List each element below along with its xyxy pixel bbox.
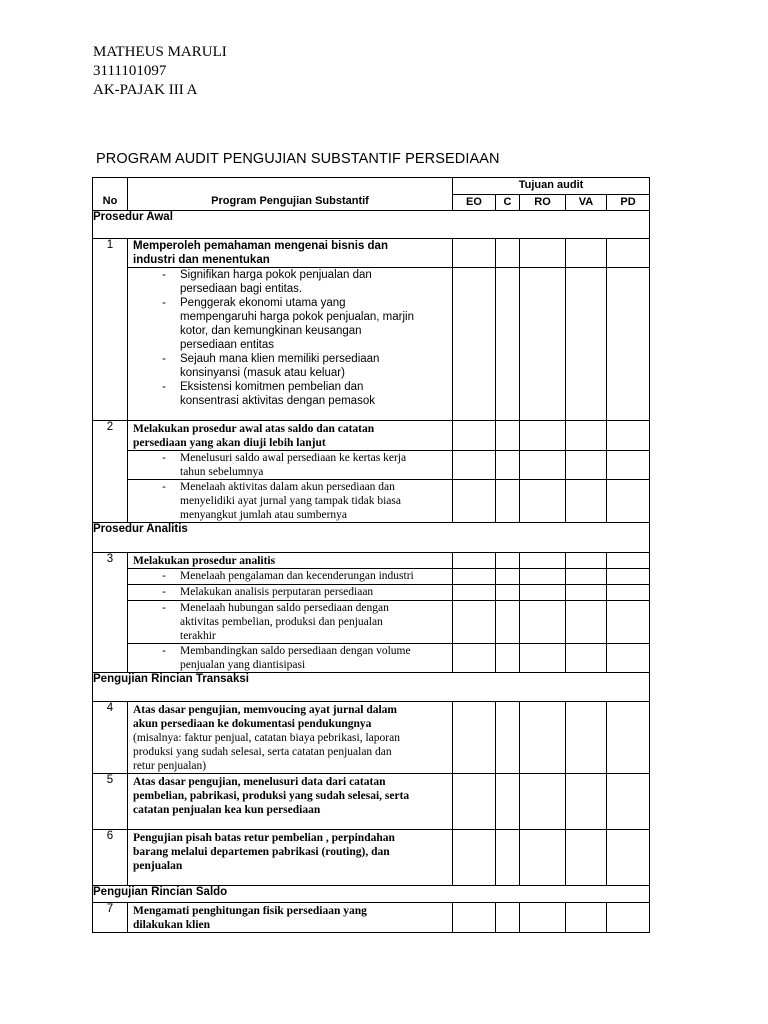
row-description [128,830,453,886]
check-cell-ro[interactable] [520,903,566,933]
check-cell-c[interactable] [496,239,520,268]
sub-item: - Signifikan harga pokok penjualan dan persediaan bagi entitas. [162,269,372,295]
section-row [93,886,650,903]
row-number: 6 [93,830,128,886]
check-cell-ro[interactable] [520,644,566,673]
row-main-text: barang melalui departemen pabrikasi (routing), dan [133,846,390,858]
check-cell-ro[interactable] [520,569,566,585]
check-cell-ro[interactable] [520,451,566,480]
row-subitems [128,480,453,523]
document-title: PROGRAM AUDIT PENGUJIAN SUBSTANTIF PERSEDIAAN [96,151,500,167]
row-subitems [128,451,453,480]
row-subitems [128,569,453,585]
table-row [93,903,650,933]
check-cell-va[interactable] [566,480,607,523]
check-cell-va[interactable] [566,903,607,933]
sub-item: - Membandingkan saldo persediaan dengan volume penjualan yang diantisipasi [162,645,411,671]
row-number: 5 [93,774,128,830]
row-description [128,239,453,268]
row-description [128,774,453,830]
check-cell-c[interactable] [496,601,520,644]
col-header-va: VA [566,195,607,211]
check-cell-va[interactable] [566,601,607,644]
table-row [93,644,650,673]
check-cell-c[interactable] [496,553,520,569]
check-cell-c[interactable] [496,480,520,523]
table-row [93,451,650,480]
check-cell-va[interactable] [566,268,607,421]
check-cell-eo[interactable] [453,569,496,585]
check-cell-c[interactable] [496,585,520,601]
check-cell-pd[interactable] [607,569,650,585]
check-cell-eo[interactable] [453,774,496,830]
check-cell-va[interactable] [566,702,607,774]
sub-item: - Menelaah pengalaman dan kecenderungan industri [162,570,414,582]
row-main-text: Memperoleh pemahaman mengenai bisnis dan [133,240,388,252]
check-cell-eo[interactable] [453,903,496,933]
sub-item: - Sejauh mana klien memiliki persediaan konsinyansi (masuk atau keluar) [162,353,380,379]
row-note-text: retur penjualan) [133,760,207,772]
row-main-text: Atas dasar pengujian, menelusuri data dari catatan [133,776,386,788]
check-cell-eo[interactable] [453,702,496,774]
audit-program-table [92,177,650,933]
check-cell-va[interactable] [566,553,607,569]
col-header-ro: RO [520,195,566,211]
check-cell-eo[interactable] [453,585,496,601]
check-cell-eo[interactable] [453,239,496,268]
table-row [93,601,650,644]
check-cell-ro[interactable] [520,774,566,830]
row-description [128,702,453,774]
check-cell-ro[interactable] [520,553,566,569]
check-cell-ro[interactable] [520,585,566,601]
sub-item: - Menelaah aktivitas dalam akun persediaan dan menyelidiki ayat jurnal yang tampak tidak biasa menyangkut jumlah atau sumbernya [162,481,401,521]
check-cell-eo[interactable] [453,830,496,886]
row-number: 7 [93,903,128,933]
col-header-c: C [496,195,520,211]
check-cell-c[interactable] [496,569,520,585]
table-row [93,830,650,886]
check-cell-pd[interactable] [607,644,650,673]
section-prosedur-awal: Prosedur Awal [93,211,650,239]
student-class: AK-PAJAK III A [93,82,198,98]
check-cell-c[interactable] [496,268,520,421]
col-header-pd: PD [607,195,650,211]
row-main-text: Atas dasar pengujian, memvoucing ayat jurnal dalam [133,704,397,716]
row-number: 3 [93,553,128,673]
row-main-text: catatan penjualan kea kun persediaan [133,804,321,816]
check-cell-pd[interactable] [607,421,650,451]
col-header-eo: EO [453,195,496,211]
table-row [93,585,650,601]
row-main-text: dilakukan klien [133,919,211,931]
check-cell-pd[interactable] [607,903,650,933]
sub-item: - Eksistensi komitmen pembelian dan konsentrasi aktivitas dengan pemasok [162,381,375,407]
check-cell-eo[interactable] [453,268,496,421]
check-cell-va[interactable] [566,451,607,480]
check-cell-pd[interactable] [607,239,650,268]
table-row [93,569,650,585]
table-row [93,268,650,421]
check-cell-va[interactable] [566,421,607,451]
check-cell-eo[interactable] [453,553,496,569]
check-cell-eo[interactable] [453,601,496,644]
check-cell-c[interactable] [496,702,520,774]
student-id: 3111101097 [93,63,167,79]
row-main-text: Melakukan prosedur analitis [133,555,276,567]
row-main-text: persediaan yang akan diuji lebih lanjut [133,437,326,449]
section-row [93,673,650,702]
row-number: 1 [93,239,128,421]
check-cell-c[interactable] [496,903,520,933]
row-note-text: (misalnya: faktur penjual, catatan biaya pebrikasi, laporan [133,732,400,744]
check-cell-c[interactable] [496,451,520,480]
check-cell-va[interactable] [566,830,607,886]
sub-item: - Menelusuri saldo awal persediaan ke kertas kerja tahun sebelumnya [162,452,407,478]
check-cell-pd[interactable] [607,774,650,830]
check-cell-va[interactable] [566,774,607,830]
check-cell-ro[interactable] [520,830,566,886]
check-cell-ro[interactable] [520,421,566,451]
section-prosedur-analitis: Prosedur Analitis [93,523,650,553]
check-cell-va[interactable] [566,569,607,585]
sub-item: - Penggerak ekonomi utama yang mempengaruhi harga pokok penjualan, marjin kotor, dan kemungkinan keusangan persediaan entitas [162,297,414,351]
check-cell-c[interactable] [496,774,520,830]
check-cell-c[interactable] [496,644,520,673]
check-cell-pd[interactable] [607,268,650,421]
row-main-text: Melakukan prosedur awal atas saldo dan catatan [133,423,375,435]
check-cell-pd[interactable] [607,451,650,480]
row-main-text: Pengujian pisah batas retur pembelian , perpindahan [133,832,395,844]
check-cell-va[interactable] [566,585,607,601]
check-cell-pd[interactable] [607,480,650,523]
check-cell-ro[interactable] [520,702,566,774]
col-header-no: No [93,178,128,211]
table-row [93,553,650,569]
check-cell-eo[interactable] [453,451,496,480]
check-cell-pd[interactable] [607,553,650,569]
row-note-text: produksi yang sudah selesai, serta catatan penjualan dan [133,746,392,758]
section-rincian-saldo: Pengujian Rincian Saldo [93,886,650,903]
row-main-text: akun persediaan ke dokumentasi pendukungnya [133,718,372,730]
table-row [93,774,650,830]
row-main-text: Mengamati penghitungan fisik persediaan yang [133,905,367,917]
row-subitems [128,644,453,673]
check-cell-pd[interactable] [607,601,650,644]
section-row [93,523,650,553]
table-row [93,421,650,451]
section-rincian-transaksi: Pengujian Rincian Transaksi [93,673,650,702]
check-cell-pd[interactable] [607,830,650,886]
check-cell-eo[interactable] [453,480,496,523]
sub-item: - Menelaah hubungan saldo persediaan dengan aktivitas pembelian, produksi dan penjualan terakhir [162,602,389,642]
row-main-text: penjualan [133,860,183,872]
row-main-text: pembelian, pabrikasi, produksi yang sudah selesai, serta [133,790,410,802]
sub-item: - Melakukan analisis perputaran persediaan [162,586,374,598]
row-description [128,903,453,933]
row-main-text: industri dan menentukan [133,253,270,266]
check-cell-eo[interactable] [453,644,496,673]
check-cell-ro[interactable] [520,480,566,523]
check-cell-c[interactable] [496,421,520,451]
table-row [93,702,650,774]
student-header [93,43,227,100]
section-row [93,211,650,239]
check-cell-eo[interactable] [453,421,496,451]
header-row-1 [93,178,650,195]
col-header-tujuan: Tujuan audit [453,178,650,195]
row-number: 2 [93,421,128,523]
check-cell-pd[interactable] [607,585,650,601]
check-cell-ro[interactable] [520,239,566,268]
row-number: 4 [93,702,128,774]
check-cell-pd[interactable] [607,702,650,774]
row-subitems [128,268,453,421]
check-cell-ro[interactable] [520,601,566,644]
check-cell-va[interactable] [566,239,607,268]
row-description [128,553,453,569]
table-row [93,480,650,523]
table-row [93,239,650,268]
row-subitems [128,601,453,644]
check-cell-c[interactable] [496,830,520,886]
check-cell-va[interactable] [566,644,607,673]
row-description [128,421,453,451]
check-cell-ro[interactable] [520,268,566,421]
row-subitems [128,585,453,601]
student-name: MATHEUS MARULI [93,44,227,60]
col-header-program: Program Pengujian Substantif [128,178,453,211]
